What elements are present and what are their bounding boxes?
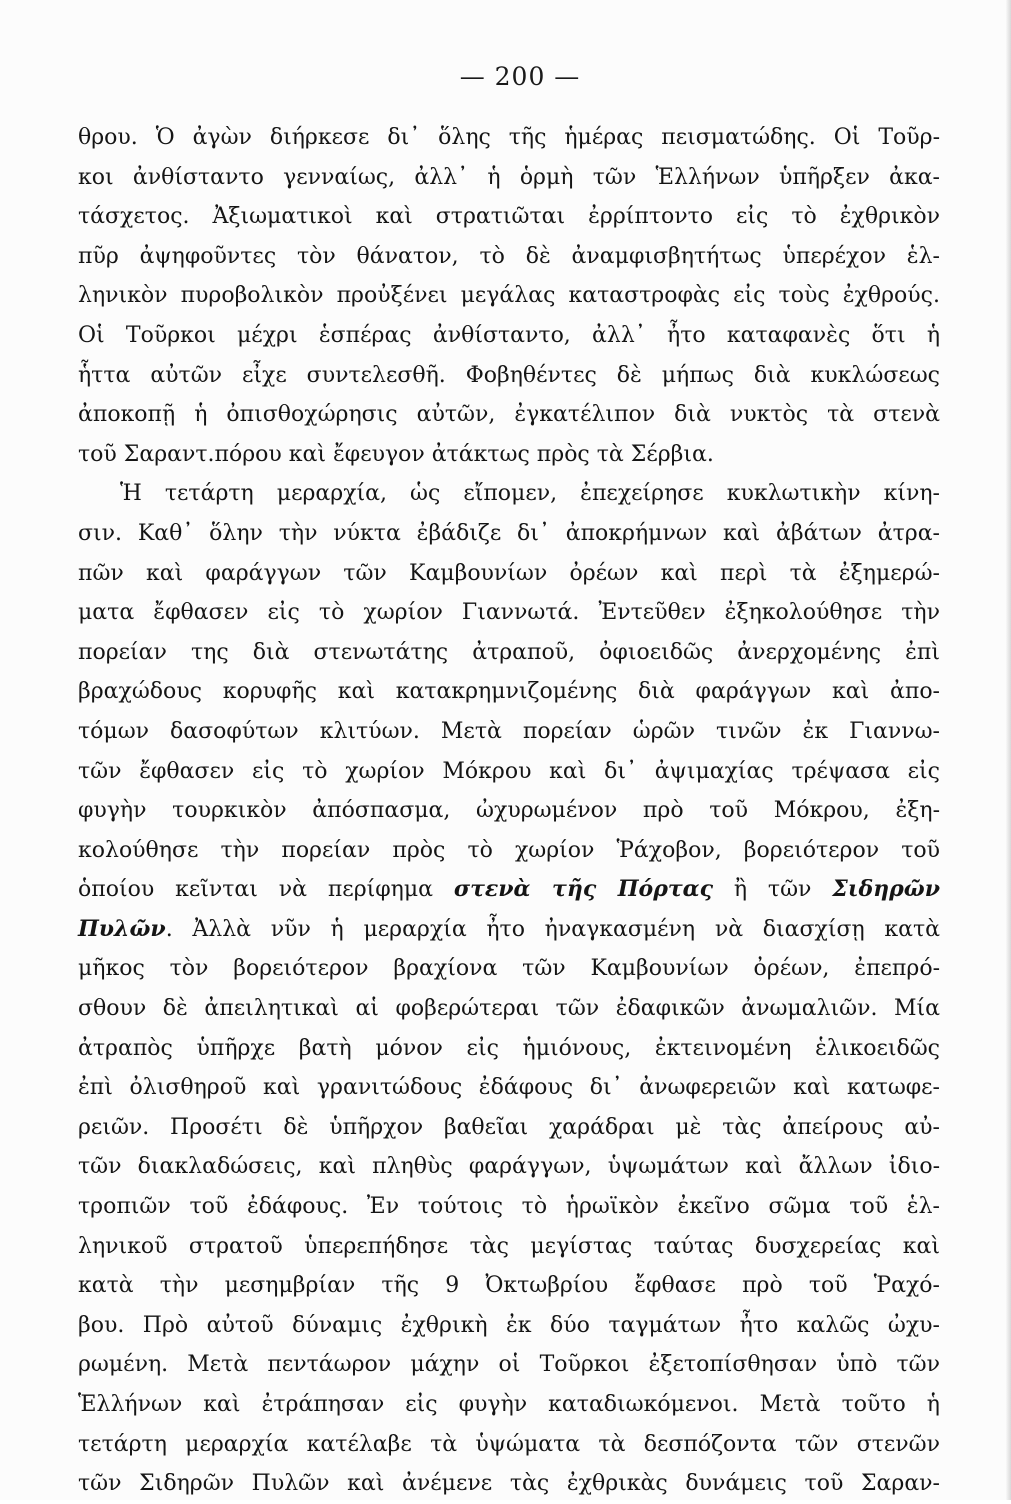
text-line: ἧττα αὐτῶν εἶχε συντελεσθῆ. Φοβηθέντες δὲ μήπως διὰ κυκλώσεως [78,362,940,388]
text-line: βραχώδους κορυφῆς καὶ κατακρημνιζομένης διὰ φαράγγων καὶ ἀπο- [78,679,940,705]
text-line: τῶν Σιδηρῶν Πυλῶν καὶ ἀνέμενε τὰς ἐχθρικὰς δυνάμεις τοῦ Σαραν- [78,1471,940,1497]
text-line: ρειῶν. Προσέτι δὲ ὑπῆρχον βαθεῖαι χαράδραι μὲ τὰς ἀπείρους αὐ- [78,1114,940,1140]
text-line: βου. Πρὸ αὐτοῦ δύναμις ἐχθρικὴ ἐκ δύο ταγμάτων ἦτο καλῶς ὠχυ- [78,1312,940,1338]
body-text [78,118,940,1504]
text-line: τάσχετος. Ἀξιωματικοὶ καὶ στρατιῶται ἐρρίπτοντο εἰς τὸ ἐχθρικὸν [78,204,940,230]
text-line: τετάρτη μεραρχία κατέλαβε τὰ ὑψώματα τὰ δεσπόζοντα τῶν στενῶν [78,1431,940,1457]
text-line [78,870,940,910]
text-line: ἐπὶ ὀλισθηροῦ καὶ γρανιτώδους ἐδάφους δι᾽ ἀνωφερειῶν καὶ κατωφε- [78,1075,940,1101]
emphasized-text: Πυλῶν [78,915,166,942]
text-line: ληνικοῦ στρατοῦ ὑπερεπήδησε τὰς μεγίστας ταύτας δυσχερείας καὶ [78,1233,940,1259]
page-number: — 200 — [459,62,581,91]
text-line: ρωμένη. Μετὰ πεντάωρον μάχην οἱ Τοῦρκοι ἐξετοπίσθησαν ὑπὸ τῶν [78,1352,940,1378]
text-line: Οἱ Τοῦρκοι μέχρι ἑσπέρας ἀνθίσταντο, ἀλλ᾽ ἦτο καταφανὲς ὅτι ἡ [78,322,940,348]
text-line: κολούθησε τὴν πορείαν πρὸς τὸ χωρίον Ῥάχοβον, βορειότερον τοῦ [78,837,940,863]
text-line: τόμων δασοφύτων κλιτύων. Μετὰ πορείαν ὡρῶν τινῶν ἐκ Γιαννω- [78,718,940,744]
text-segment: ὁποίου κεῖνται νὰ περίφημα [78,877,454,903]
text-line: Ἑλλήνων καὶ ἐτράπησαν εἰς φυγὴν καταδιωκόμενοι. Μετὰ τοῦτο ἡ [78,1392,940,1417]
text-segment: ἢ τῶν [712,877,833,903]
emphasized-text: Σιδηρῶν [832,876,940,903]
text-line: τροπιῶν τοῦ ἐδάφους. Ἐν τούτοις τὸ ἡρωϊκὸν ἐκεῖνο σῶμα τοῦ ἑλ- [78,1194,940,1220]
text-line: φυγὴν τουρκικὸν ἀπόσπασμα, ὠχυρωμένον πρὸ τοῦ Μόκρου, ἐξη- [78,798,940,824]
page-edge-shadow [1005,0,1011,1500]
text-line: κοι ἀνθίσταντο γενναίως, ἀλλ᾽ ἡ ὁρμὴ τῶν Ἑλλήνων ὑπῆρξεν ἀκα- [78,164,940,190]
text-line: ληνικὸν πυροβολικὸν προὐξένει μεγάλας καταστροφὰς εἰς τοὺς ἐχθρούς. [78,283,940,309]
text-line: πορείαν της διὰ στενωτάτης ἀτραποῦ, ὀφιοειδῶς ἀνερχομένης ἐπὶ [78,639,940,665]
text-line: μῆκος τὸν βορειότερον βραχίονα τῶν Καμβουνίων ὀρέων, ἐπεπρό- [78,956,940,982]
text-line: πῶν καὶ φαράγγων τῶν Καμβουνίων ὀρέων καὶ περὶ τὰ ἐξημερώ- [78,560,940,586]
text-line: τῶν ἔφθασεν εἰς τὸ χωρίον Μόκρου καὶ δι᾽ ἀψιμαχίας τρέψασα εἰς [78,758,940,784]
text-line: σιν. Καθ᾽ ὅλην τὴν νύκτα ἐβάδιζε δι᾽ ἀποκρήμνων καὶ ἀβάτων ἀτρα- [78,520,940,546]
text-line: τοῦ Σαραντ.πόρου καὶ ἔφευγον ἀτάκτως πρὸς τὰ Σέρβια. [78,441,714,467]
text-line: θρου. Ὁ ἀγὼν διήρκεσε δι᾽ ὅλης τῆς ἡμέρας πεισματώδης. Οἱ Τοῦρ- [78,125,940,150]
text-line: σθουν δὲ ἀπειλητικαὶ αἱ φοβερώτεραι τῶν ἐδαφικῶν ἀνωμαλιῶν. Μία [78,996,940,1022]
text-line: ματα ἔφθασεν εἰς τὸ χωρίον Γιαννωτά. Ἐντεῦθεν ἐξηκολούθησε τὴν [78,600,940,626]
text-line: ἀτραπὸς ὑπῆρχε βατὴ μόνον εἰς ἡμιόνους, ἐκτεινομένη ἑλικοειδῶς [78,1035,940,1061]
text-line [78,910,940,950]
text-segment: . Ἀλλὰ νῦν ἡ μεραρχία ἦτο ἠναγκασμένη νὰ διασχίσῃ κατὰ [165,916,940,942]
text-line: τῶν διακλαδώσεις, καὶ πληθὺς φαράγγων, ὑψωμάτων καὶ ἄλλων ἰδιο- [78,1154,940,1180]
text-line: πῦρ ἀψηφοῦντες τὸν θάνατον, τὸ δὲ ἀναμφισβητήτως ὑπερέχον ἑλ- [78,243,940,269]
text-line: κατὰ τὴν μεσημβρίαν τῆς 9 Ὀκτωβρίου ἔφθασε πρὸ τοῦ Ῥαχό- [78,1273,940,1299]
text-line: Ἡ τετάρτη μεραρχία, ὡς εἴπομεν, ἐπεχείρησε κυκλωτικὴν κίνη- [120,481,940,507]
emphasized-text: στενὰ τῆς Πόρτας [453,876,713,903]
text-line: ἀποκοπῇ ἡ ὀπισθοχώρησις αὐτῶν, ἐγκατέλιπον διὰ νυκτὸς τὰ στενὰ [78,402,940,428]
